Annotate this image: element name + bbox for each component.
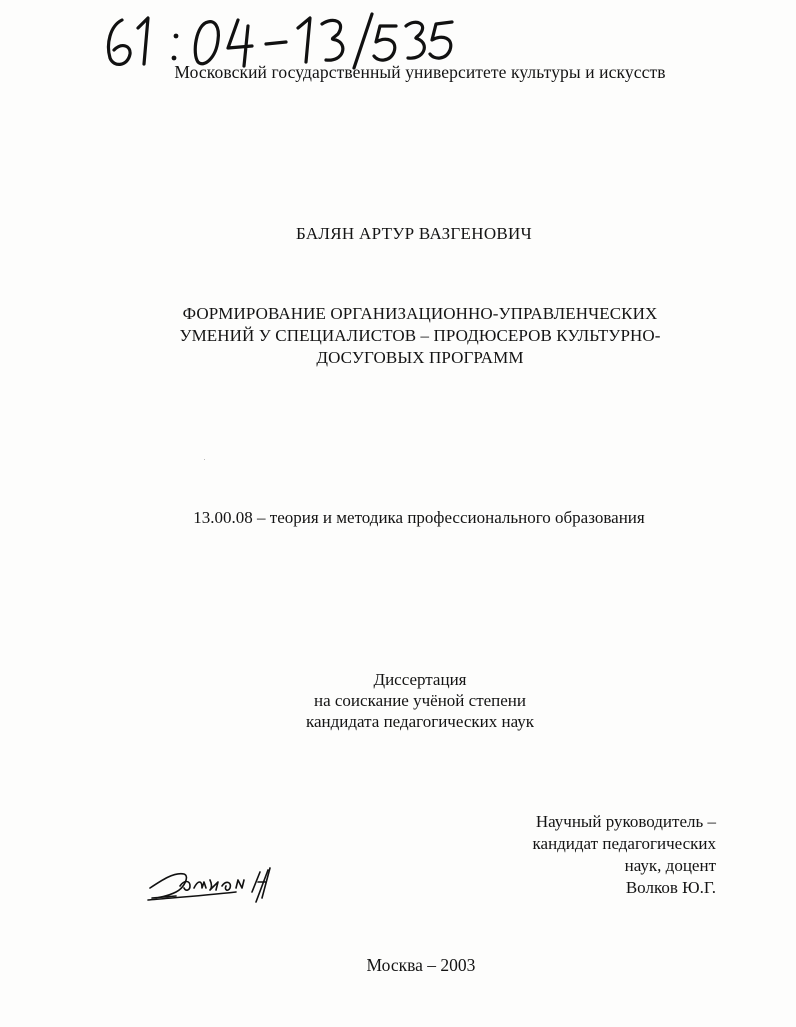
code-glyph-0 xyxy=(195,22,218,64)
scan-speck xyxy=(204,459,205,460)
code-glyph-3b xyxy=(406,22,424,58)
code-glyph-slash xyxy=(354,14,372,68)
code-glyph-colon-bottom xyxy=(172,56,177,61)
code-glyph-colon-top xyxy=(174,34,179,39)
degree-line: кандидата педагогических наук xyxy=(305,712,535,731)
author-signature xyxy=(140,858,290,908)
dissertation-title xyxy=(120,303,720,369)
code-glyph-5 xyxy=(374,26,396,60)
supervisor-line: кандидат педагогических xyxy=(532,834,716,853)
title-line: УМЕНИЙ У СПЕЦИАЛИСТОВ – ПРОДЮСЕРОВ КУЛЬТУРНО- xyxy=(179,326,661,345)
title-line: ФОРМИРОВАНИЕ ОРГАНИЗАЦИОННО-УПРАВЛЕНЧЕСКИХ xyxy=(182,304,658,323)
code-glyph-1b xyxy=(298,18,310,62)
code-glyph-dash xyxy=(266,42,286,44)
supervisor-block xyxy=(470,811,716,899)
supervisor-line: наук, доцент xyxy=(624,856,716,875)
degree-statement xyxy=(120,669,720,732)
code-glyph-3 xyxy=(322,20,343,60)
title-line: ДОСУГОВЫХ ПРОГРАММ xyxy=(316,348,524,367)
degree-line: Диссертация xyxy=(373,670,467,689)
supervisor-line: Научный руководитель – xyxy=(535,812,716,831)
author-name: БАЛЯН АРТУР ВАЗГЕНОВИЧ xyxy=(296,224,532,243)
code-glyph-6 xyxy=(109,20,131,64)
specialty-code: 13.00.08 – теория и методика профессионального образования xyxy=(193,508,645,527)
supervisor-line: Волков Ю.Г. xyxy=(625,878,716,897)
city-and-year: Москва – 2003 xyxy=(366,955,476,975)
degree-line: на соискание учёной степени xyxy=(313,691,527,710)
code-glyph-1 xyxy=(138,18,148,64)
code-glyph-5b xyxy=(430,22,452,58)
code-glyph-4 xyxy=(228,20,252,66)
university-name: Московский государственный университете культуры и искусств xyxy=(174,62,666,82)
